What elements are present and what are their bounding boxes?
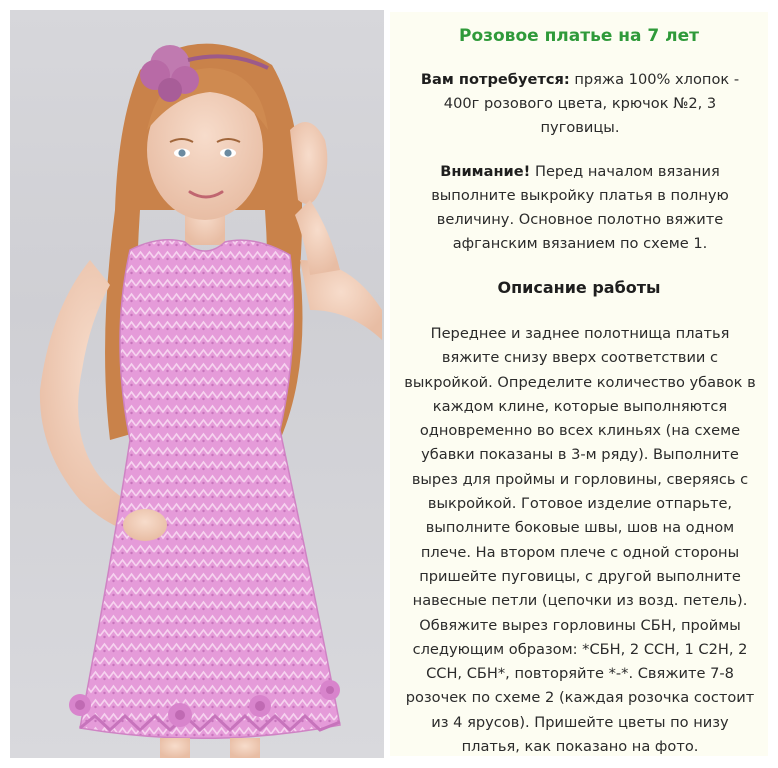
warning-label: Внимание! bbox=[440, 163, 531, 180]
pattern-text-panel bbox=[390, 12, 768, 756]
materials-paragraph bbox=[410, 68, 750, 140]
section-heading: Описание работы bbox=[497, 278, 661, 297]
warning-paragraph bbox=[410, 160, 750, 256]
materials-label: Вам потребуется: bbox=[420, 71, 570, 88]
girl-in-pink-dress-photo bbox=[10, 10, 384, 758]
materials-text: пряжа 100% хлопок - 400г розового цвета, крючок №2, 3 пуговицы. bbox=[443, 71, 740, 136]
description-paragraph: Переднее и заднее полотнища платья вяжите снизу вверх соответствии с выкройкой. Определите количество убавок в каждом клине, которые выполняются одновременно во всех клиньях (на схеме убавки показаны в 3-м ряду). Выполните вырез для проймы и горловины, сверяясь с выкройкой. Готовое изделие отпарьте, выполните боковые швы, шов на одном плече. На втором плече с одной стороны пришейте пуговицы, с другой выполните навесные петли (цепочки из возд. петель). Обвяжите вырез горловины СБН, проймы следующим образом: *СБН, 2 ССН, 1 С2Н, 2 ССН, СБН*, повторяйте *-*. Свяжите 7-8 розочек по схеме 2 (каждая розочка состоит из 4 ярусов). Пришейте цветы по низу платья, как показано на фото. bbox=[404, 325, 756, 756]
warning-text: Перед началом вязания выполните выкройку платья в полную величину. Основное полотно вяжите афганским вязанием по схеме 1. bbox=[431, 163, 729, 252]
photo-illustration bbox=[10, 10, 384, 758]
page-title: Розовое платье на 7 лет bbox=[458, 26, 700, 46]
